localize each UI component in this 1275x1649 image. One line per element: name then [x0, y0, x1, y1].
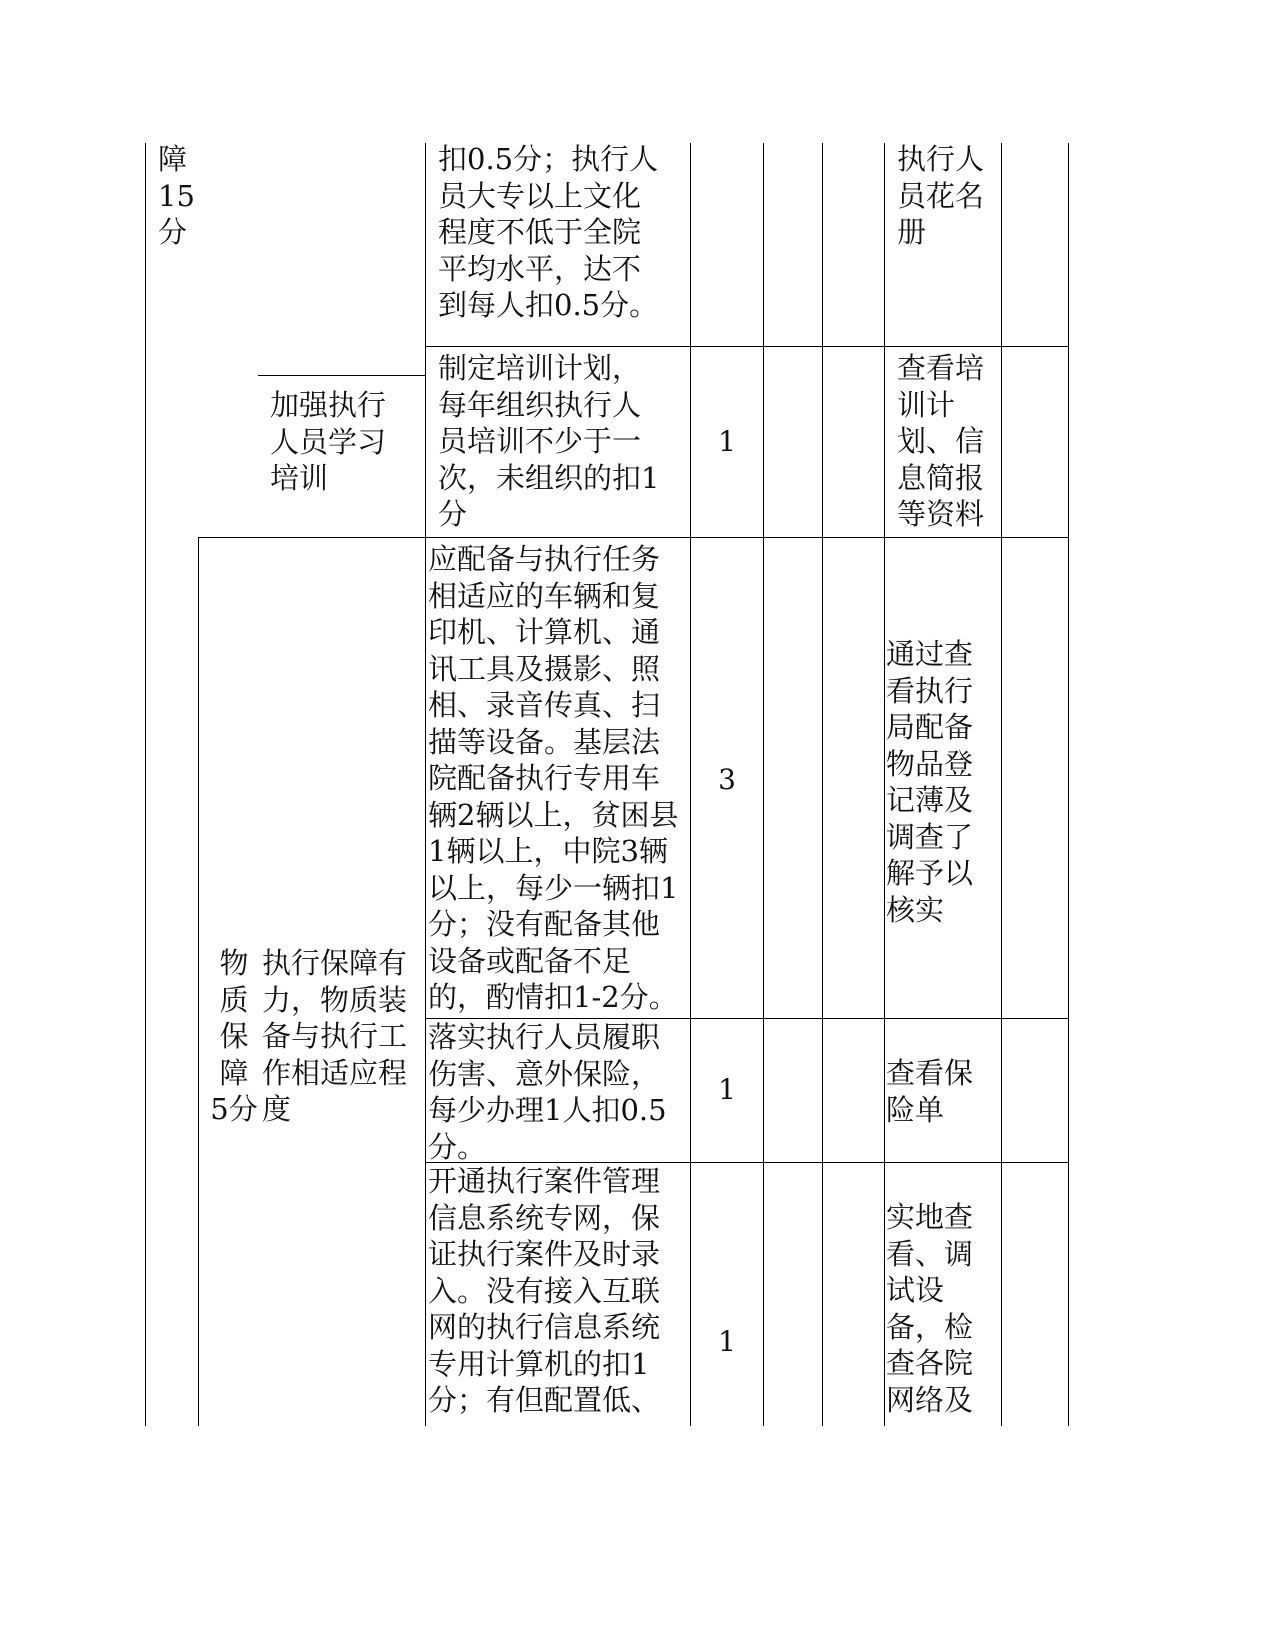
row1-standard: 扣0.5分；执行人 员大专以上文化 程度不低于全院 平均水平，达不 到每人扣0.5分。 — [438, 142, 659, 322]
row4-method: 查看保 险单 — [886, 1056, 974, 1127]
table-rule-col6 — [822, 143, 823, 1426]
table-rule-method — [884, 143, 885, 1426]
row3-standard: 应配备与执行任务 相适应的车辆和复 印机、计算机、通 讯工具及摄影、照 相、录音传真、扫 描等设备。基层法 院配备执行专用车 辆2辆以上，贫困县 1辆以上，中院3辆 以上，每少一辆扣1 分；没有配备其他 设备或配备不足 的，酌情扣1-2分。 — [428, 542, 679, 1014]
table-border-left — [145, 143, 146, 1426]
row4-standard: 落实执行人员履职 伤害、意外保险， 每少办理1人扣0.5 分。 — [428, 1020, 667, 1164]
table-rule-row1-bottom — [425, 346, 1069, 347]
row5-score: 1 — [718, 1325, 736, 1358]
row5-standard: 开通执行案件管理 信息系统专网，保 证执行案件及时录 入。没有接入互联 网的执行信息系统 专用计算机的扣1 分；有但配置低、 — [428, 1164, 661, 1417]
row2-score: 1 — [718, 425, 736, 458]
row2-method: 查看培 训计 划、信 息简报 等资料 — [897, 351, 985, 531]
table-rule-col2 — [198, 537, 199, 1426]
table-rule-col5 — [763, 143, 764, 1426]
category-score-text: 障 15 分 — [158, 142, 195, 249]
item-peixun-label: 加强执行 人员学习 培训 — [270, 388, 387, 495]
row1-method: 执行人 员花名 册 — [897, 142, 985, 249]
table-rule-col8 — [1001, 143, 1002, 1426]
table-rule-row2-bottom — [198, 537, 1069, 538]
category-wuzhi-baozhang: 物 质 保 障 5分 — [210, 946, 258, 1126]
row3-method: 通过查 看执行 局配备 物品登 记薄及 调查了 解予以 核实 — [886, 637, 974, 927]
table-border-right — [1068, 143, 1069, 1426]
row4-score: 1 — [718, 1073, 736, 1106]
row2-standard: 制定培训计划， 每年组织执行人 员培训不少于一 次，未组织的扣1 分 — [438, 351, 660, 531]
table-rule-peixun-top — [258, 375, 426, 376]
row3-score: 3 — [718, 763, 736, 796]
row5-method: 实地查 看、调 试设 备，检 查各院 网络及 — [886, 1200, 974, 1417]
table-rule-standard — [425, 143, 426, 1426]
item-wuzhi-label: 执行保障有 力，物质装 备与执行工 作相适应程 度 — [262, 946, 408, 1126]
